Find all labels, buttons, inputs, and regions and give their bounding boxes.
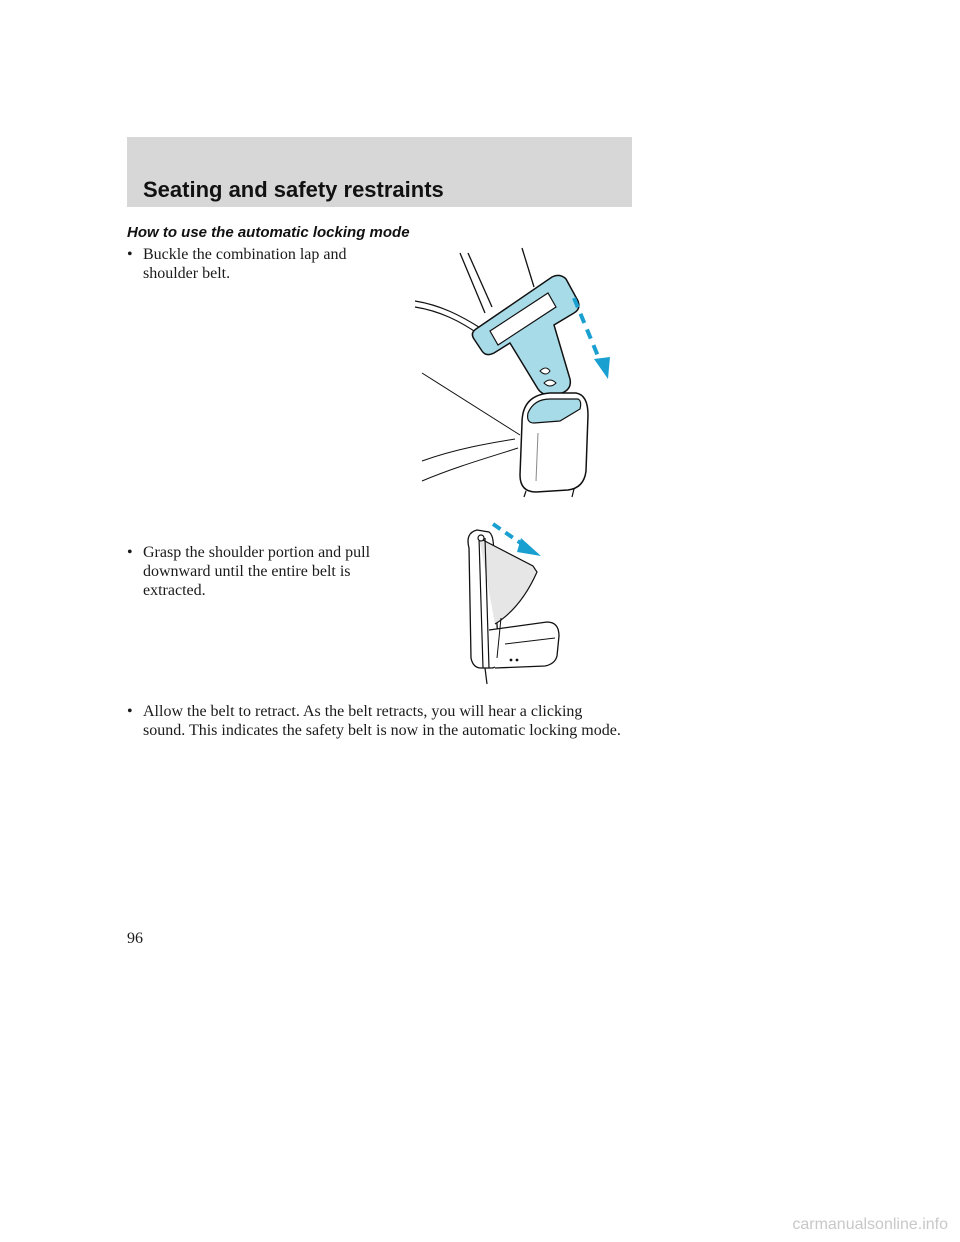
downward-arrow-icon <box>574 298 610 379</box>
watermark: carmanualsonline.info <box>792 1216 948 1233</box>
bullet-text: Grasp the shoulder portion and pull downward until the entire belt is extracted. <box>143 544 371 599</box>
page-number: 96 <box>127 930 143 947</box>
bullet-symbol: • <box>127 544 133 561</box>
buckle-housing <box>520 393 588 497</box>
bullet-item-buckle <box>127 245 377 283</box>
seat-belt-extract-illustration <box>455 518 575 688</box>
bullet-symbol: • <box>127 703 133 720</box>
bullet-text: Allow the belt to retract. As the belt retracts, you will hear a clicking sound. This indicates the safety belt is now in the automatic locking mode. <box>143 703 621 739</box>
bullet-symbol: • <box>127 246 133 263</box>
latch-plate <box>472 275 579 395</box>
bullet-item-retract <box>127 702 627 740</box>
bullet-item-grasp <box>127 543 377 600</box>
section-heading: How to use the automatic locking mode <box>127 224 410 241</box>
buckle-illustration <box>410 243 625 498</box>
page-title: Seating and safety restraints <box>143 177 444 202</box>
header-band <box>127 137 632 207</box>
bullet-text: Buckle the combination lap and shoulder belt. <box>143 246 347 282</box>
